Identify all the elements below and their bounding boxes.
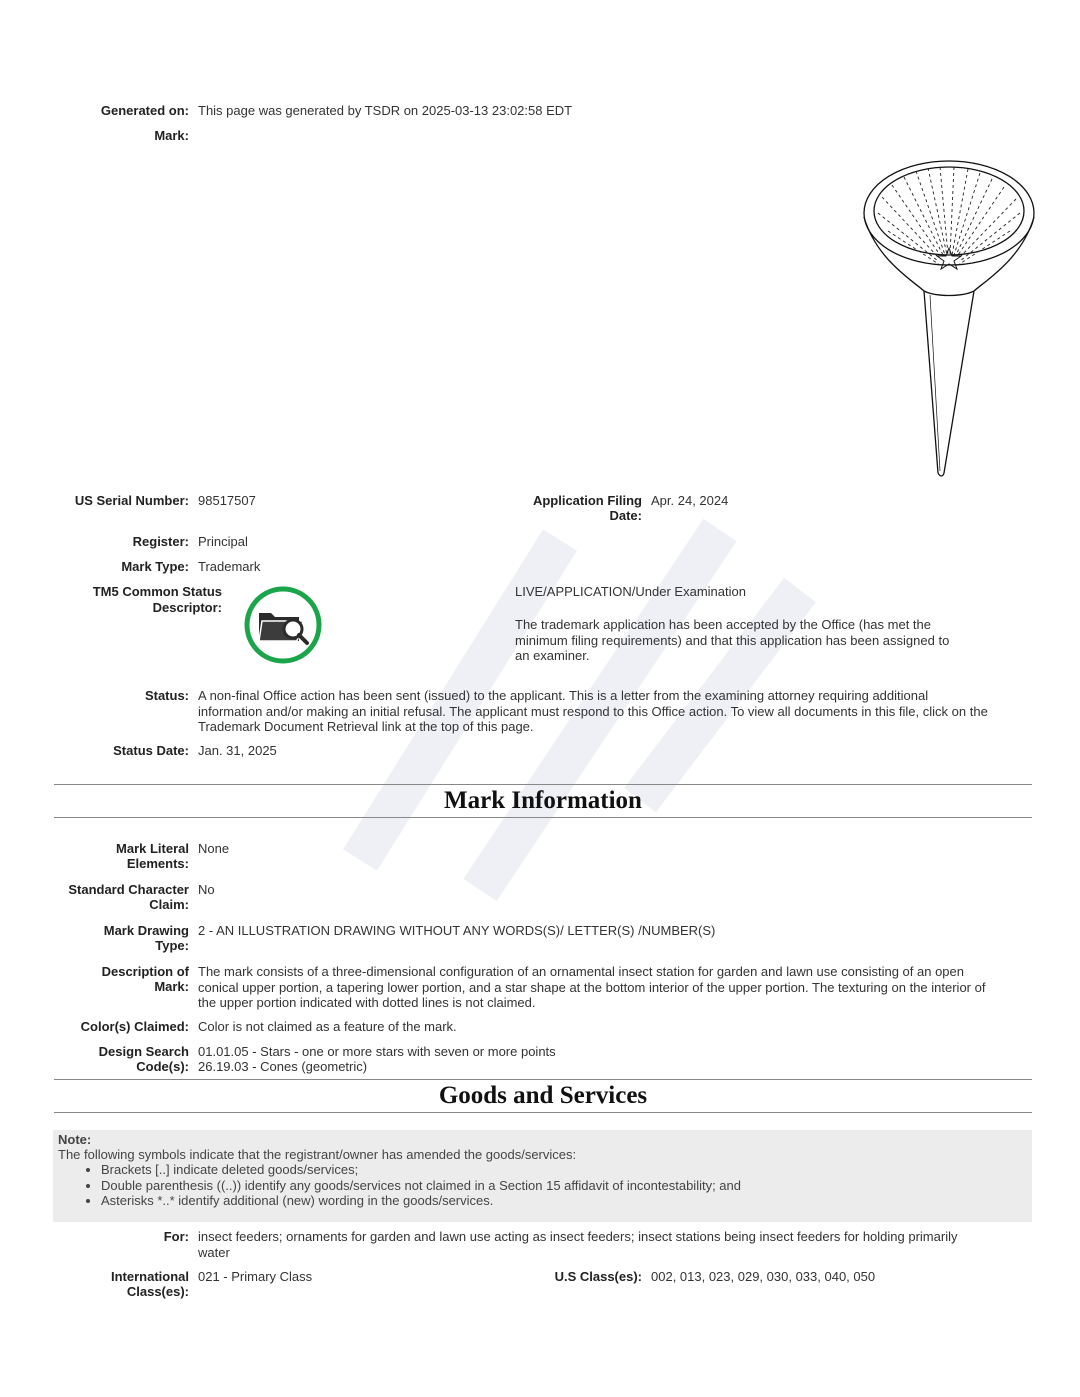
serial-value: 98517507: [198, 493, 256, 508]
generated-value: This page was generated by TSDR on 2025-03-13 23:02:58 EDT: [198, 103, 573, 118]
serial-label: US Serial Number:: [74, 493, 189, 508]
tm5-status-value: LIVE/APPLICATION/Under Examination: [515, 584, 746, 599]
note-list: [53, 1162, 741, 1209]
mark-type-label: Mark Type:: [121, 559, 189, 574]
literal-label-line2: Elements:: [126, 856, 189, 871]
tm5-label-line2: Descriptor:: [152, 600, 222, 615]
intl-class-label-line2: Class(es):: [126, 1284, 189, 1299]
mark-type-value: Trademark: [198, 559, 261, 574]
status-label: Status:: [144, 688, 189, 703]
filing-label-line1: Application Filing: [532, 493, 642, 508]
design-label-line2: Code(s):: [136, 1059, 189, 1074]
mark-image: [858, 155, 1040, 481]
drawing-label-line2: Type:: [155, 938, 189, 953]
std-char-label-line2: Claim:: [149, 897, 189, 912]
filing-value: Apr. 24, 2024: [651, 493, 729, 508]
description-value: The mark consists of a three-dimensional configuration of an ornamental insect station for garden and lawn use consisting of an open conical upper portion, a tapering lower portion, and a star shape at the bottom interior of the upper portion. The texturing on the interior of the upper portion indicated with dotted lines is not claimed.: [198, 964, 986, 1010]
for-label: For:: [163, 1229, 189, 1244]
colors-value: Color is not claimed as a feature of the mark.: [198, 1019, 457, 1034]
note-intro: The following symbols indicate that the registrant/owner has amended the goods/services:: [58, 1147, 577, 1162]
literal-label-line1: Mark Literal: [116, 841, 189, 856]
for-value: insect feeders; ornaments for garden and lawn use acting as insect feeders; insect stations being insect feeders for holding primarily water: [198, 1229, 958, 1260]
note-box: [53, 1130, 1032, 1222]
status-date-label: Status Date:: [113, 743, 189, 758]
intl-class-label-line1: International: [110, 1269, 189, 1284]
us-class-label: U.S Class(es):: [554, 1269, 642, 1284]
std-char-value: No: [198, 882, 215, 897]
generated-label: Generated on:: [100, 103, 189, 118]
register-label: Register:: [132, 534, 189, 549]
colors-label: Color(s) Claimed:: [80, 1019, 189, 1034]
tm5-label-line1: TM5 Common Status: [92, 584, 222, 599]
note-item: • Asterisks *..* identify additional (new) wording in the goods/services.: [101, 1193, 741, 1209]
status-date-value: Jan. 31, 2025: [198, 743, 277, 758]
tm5-status-description: The trademark application has been accepted by the Office (has met the minimum filing requirements) and that this application has been assigned to an examiner.: [515, 617, 950, 663]
filing-label-line2: Date:: [609, 508, 642, 523]
us-class-value: 002, 013, 023, 029, 030, 033, 040, 050: [651, 1269, 876, 1284]
design-code-1: 01.01.05 - Stars - one or more stars with seven or more points: [198, 1044, 556, 1059]
drawing-value: 2 - AN ILLUSTRATION DRAWING WITHOUT ANY WORDS(S)/ LETTER(S) /NUMBER(S): [198, 923, 716, 938]
drawing-label-line1: Mark Drawing: [103, 923, 189, 938]
literal-value: None: [198, 841, 230, 856]
intl-class-value: 021 - Primary Class: [198, 1269, 313, 1284]
description-label-line1: Description of: [101, 964, 189, 979]
goods-services-heading: Goods and Services: [54, 1079, 1032, 1113]
mark-information-heading: Mark Information: [54, 784, 1032, 818]
register-value: Principal: [198, 534, 248, 549]
design-label-line1: Design Search: [98, 1044, 189, 1059]
design-code-2: 26.19.03 - Cones (geometric): [198, 1059, 368, 1074]
std-char-label-line1: Standard Character: [68, 882, 189, 897]
note-label: Note:: [58, 1132, 92, 1147]
description-label-line2: Mark:: [154, 979, 189, 994]
note-item: • Double parenthesis ((..)) identify any goods/services not claimed in a Section 15 affidavit of incontestability; and: [101, 1178, 741, 1194]
tm5-status-icon: [243, 585, 323, 665]
status-value: A non-final Office action has been sent (issued) to the applicant. This is a letter from the examining attorney requiring additional information and/or making an initial refusal. The applicant must respond to this Office action. To view all documents in this file, click on the Trademark Document Retrieval link at the top of this page.: [198, 688, 988, 734]
note-item: • Brackets [..] indicate deleted goods/services;: [101, 1162, 741, 1178]
mark-label: Mark:: [154, 128, 189, 143]
